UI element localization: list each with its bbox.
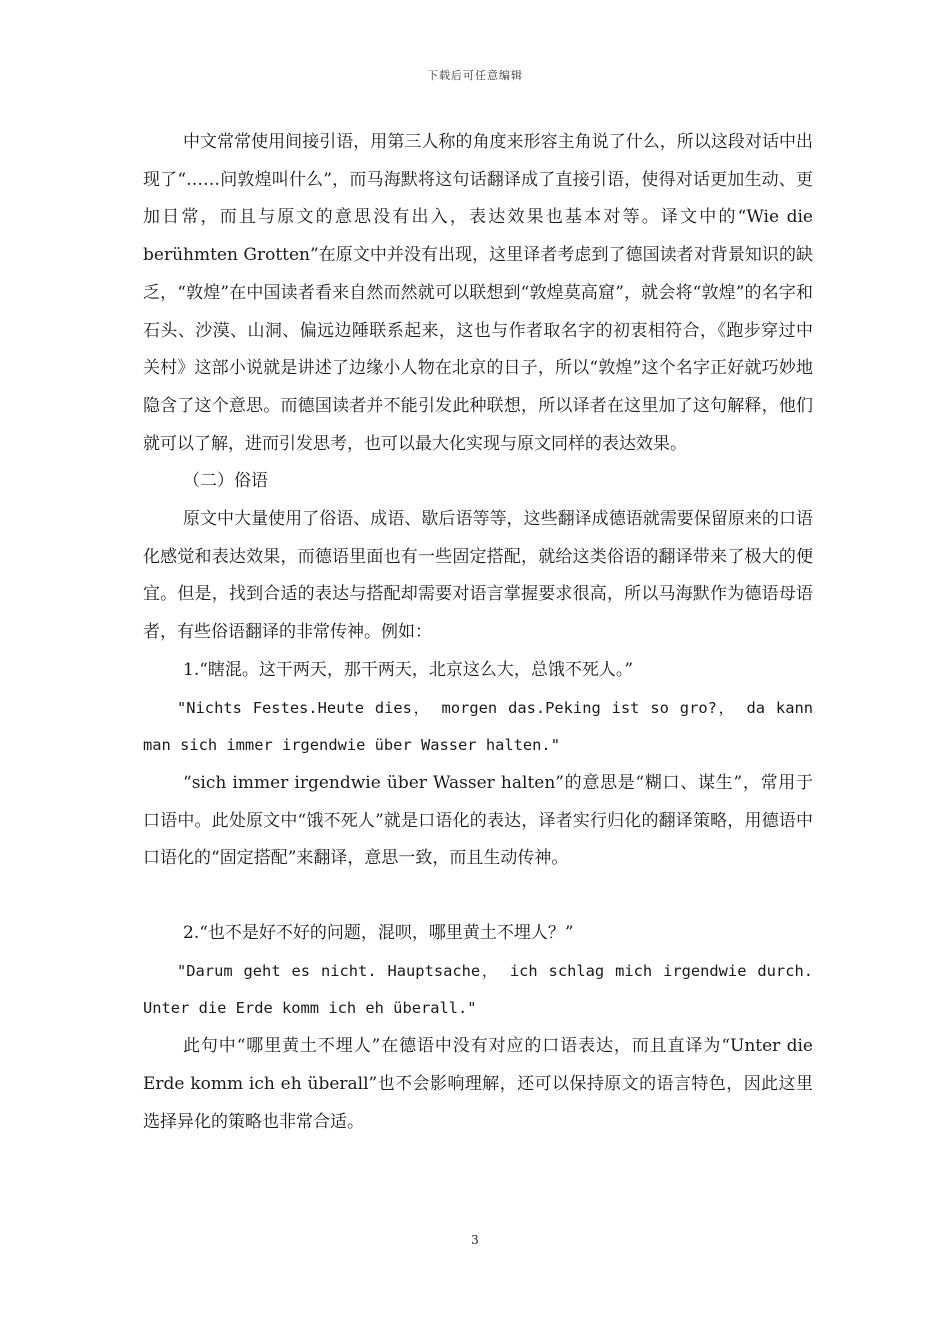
example-1-analysis: “sich immer irgendwie über Wasser halten”的意思是“糊口、谋生”，常用于口语中。此处原文中“饿不死人”就是口语化的表达，译者实行归化的翻译策略，用德语中口语化的“固定搭配”来翻译，意思一致，而且生动传神。 [143, 772, 813, 869]
example-2-analysis: 此句中“哪里黄土不埋人”在德语中没有对应的口语表达，而且直译为“Unter die Erde komm ich eh überall”也不会影响理解，还可以保持原文的语言特色，因此这里选择异化的策略也非常合适。 [143, 1036, 813, 1132]
page-header: 下载后可任意编辑 [427, 69, 523, 82]
paragraph-dunhuang-analysis: 中文常常使用间接引语，用第三人称的角度来形容主角说了什么，所以这段对话中出现了“……问敦煌叫什么”，而马海默将这句话翻译成了直接引语，使得对话更加生动、更加日常，而且与原文的意思没有出入，表达效果也基本对等。译文中的“Wie die berühmten Grotten”在原文中并没有出现，这里译者考虑到了德国读者对背景知识的缺乏，“敦煌”在中国读者看来自然而然就可以联想到“敦煌莫高窟”，就会将“敦煌”的名字和石头、沙漠、山洞、偏远边陲联系起来，这也与作者取名字的初衷相符合，《跑步穿过中关村》这部小说就是讲述了边缘小人物在北京的日子，所以“敦煌”这个名字正好就巧妙地隐含了这个意思。而德国读者并不能引发此种联想，所以译者在这里加了这句解释，他们就可以了解，进而引发思考，也可以最大化实现与原文同样的表达效果。 [143, 132, 813, 454]
section-heading-proverbs: （二）俗语 [183, 471, 268, 492]
example-1-german: "Nichts Festes.Heute dies， morgen das.Peking ist so gro?， da kann man sich immer irgendwie über Wasser halten." [143, 698, 813, 755]
example-1-chinese: 1.“瞎混。这干两天，那干两天，北京这么大，总饿不死人。” [183, 659, 634, 680]
paragraph-proverbs-intro: 原文中大量使用了俗语、成语、歇后语等等，这些翻译成德语就需要保留原来的口语化感觉和表达效果，而德语里面也有一些固定搭配，就给这类俗语的翻译带来了极大的便宜。但是，找到合适的表达与搭配却需要对语言掌握要求很高，所以马海默作为德语母语者，有些俗语翻译的非常传神。例如： [143, 509, 813, 643]
body-text [143, 124, 813, 1141]
blank-line [143, 878, 813, 915]
example-2-german: "Darum geht es nicht. Hauptsache， ich schlag mich irgendwie durch. Unter die Erde komm ich eh überall." [143, 961, 813, 1018]
page-number: 3 [471, 1233, 479, 1247]
example-2-chinese: 2.“也不是好不好的问题，混呗，哪里黄土不埋人？” [183, 923, 574, 944]
